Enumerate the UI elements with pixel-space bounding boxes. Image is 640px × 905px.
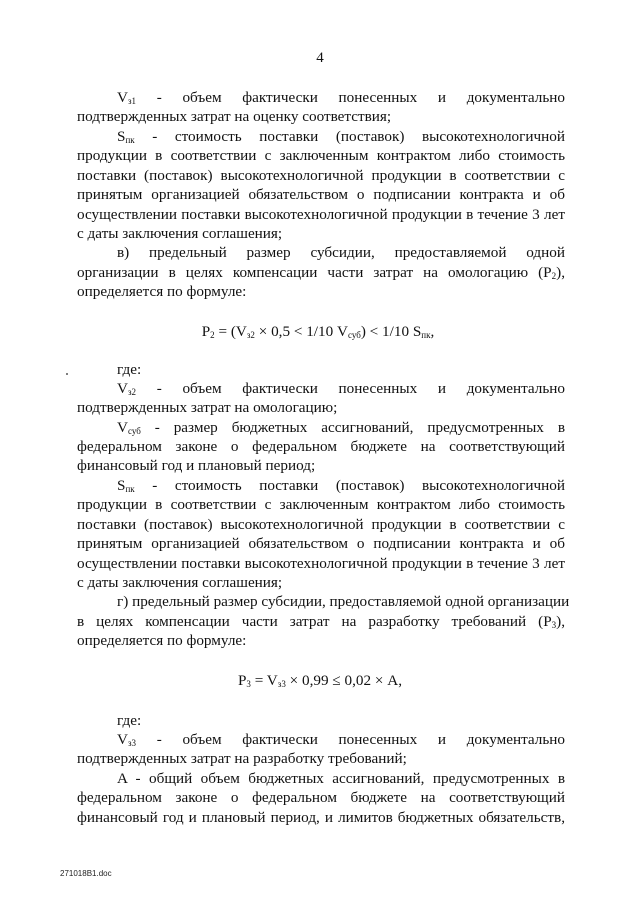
text-line: с даты заключения соглашения; [77,225,283,242]
text-line: продукции в соответствии с заключенным контрактом либо стоимость [77,147,565,164]
text-line: подтвержденных затрат на омологацию; [77,399,338,416]
text-line: определяется по формуле: [77,283,247,300]
text-line: федеральном законе о федеральном бюджете на соответствующий [77,789,565,806]
text-line: продукции в соответствии с заключенным контрактом либо стоимость [77,496,565,513]
text-line: с даты заключения соглашения; [77,574,283,591]
text-line: $V_{з1}$ - объем фактически понесенных и документально [117,89,565,106]
text-line: $S_{пк}$ - стоимость поставки (поставок) высокотехнологичной [117,477,565,494]
text-line: $V_{з2}$ - объем фактически понесенных и документально [117,380,565,397]
text-line: поставки (поставок) высокотехнологичной продукции в соответствии с [77,516,565,533]
page-number: 4 [316,50,324,66]
text-line: в) предельный размер субсидии, предоставляемой одной [117,244,565,261]
text-line: финансовый год и плановый период; [77,457,316,474]
formula-p3: $P_3 = V_{з3} \times 0,99 \le 0,02 \times A$, [237,672,403,689]
text-line: осуществлении поставки высокотехнологичной продукции в течение 3 лет [77,555,565,572]
text-line: подтвержденных затрат на оценку соответствия; [77,108,392,125]
text-line: подтвержденных затрат на разработку требований; [77,750,407,767]
text-line: принятым организацией обязательством о подписании контракта и об [77,186,565,203]
text-line: определяется по формуле: [77,632,247,649]
formula-p2: $P_2 = (V_{з2} \times 0,5 < 1/10$ $V_{суб}) < 1/10$ $S_{пк}$, [201,323,435,340]
text-line: $V_{суб}$ - размер бюджетных ассигнований, предусмотренных в [117,419,565,436]
text-line: г) предельный размер субсидии, предоставляемой одной организации [117,593,570,610]
text-line: федеральном законе о федеральном бюджете на соответствующий [77,438,565,455]
text-line: $V_{з3}$ - объем фактически понесенных и документально [117,731,565,748]
text-line: поставки (поставок) высокотехнологичной продукции в соответствии с [77,167,565,184]
text-line: где: [117,361,142,378]
text-line: $S_{пк}$ - стоимость поставки (поставок) высокотехнологичной [117,128,565,145]
text-line: A - общий объем бюджетных ассигнований, предусмотренных в [117,770,565,787]
text-line: осуществлении поставки высокотехнологичной продукции в течение 3 лет [77,206,565,223]
scan-dot [66,373,68,375]
text-line: финансовый год и плановый период, и лимитов бюджетных обязательств, [77,809,565,826]
footer-filename: 271018B1.doc [60,869,112,878]
text-line: принятым организацией обязательством о подписании контракта и об [77,535,565,552]
text-line: где: [117,712,142,729]
text-line: в целях компенсации части затрат на разработку требований $(P_3)$, [77,613,565,630]
text-line: организации в целях компенсации части затрат на омологацию $(P_2)$, [77,264,565,281]
